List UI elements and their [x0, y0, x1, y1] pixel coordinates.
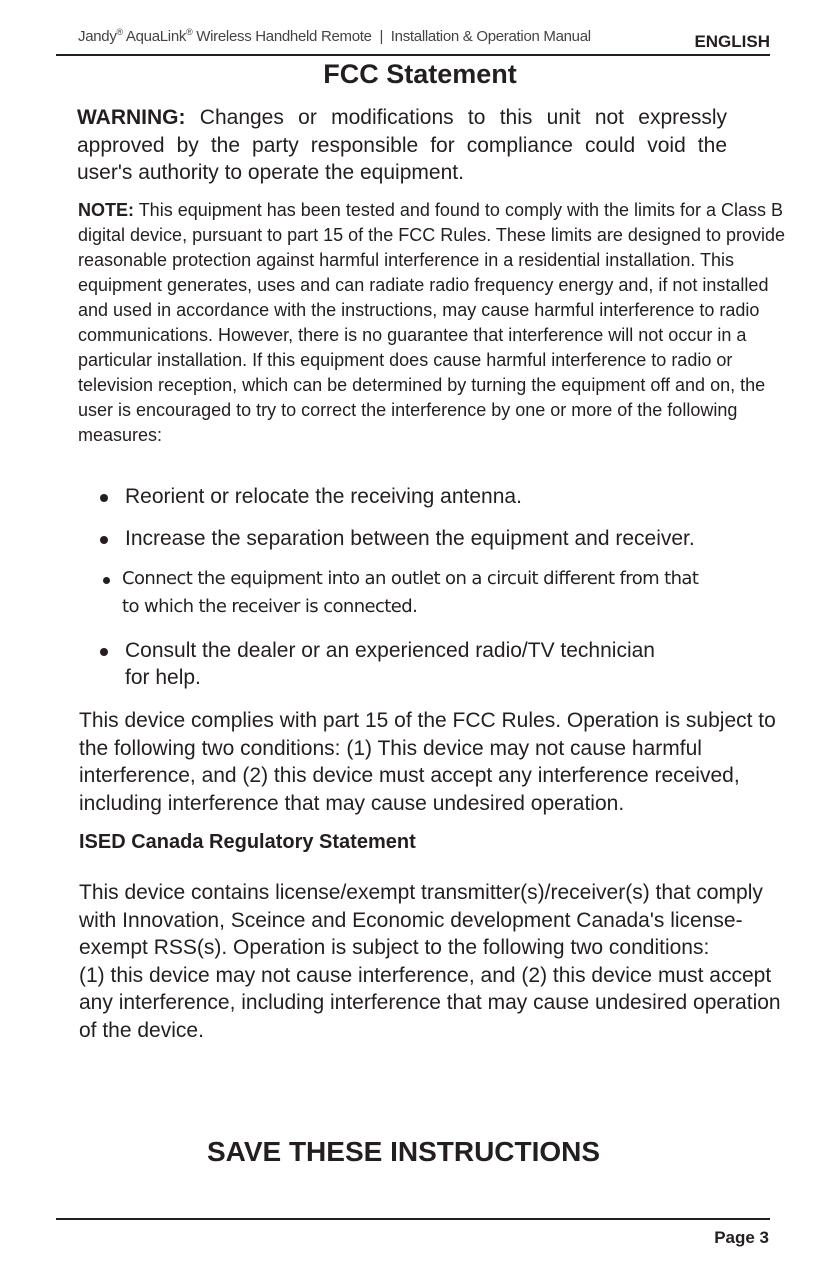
bullet-dot — [100, 494, 108, 502]
product-name: AquaLink — [125, 28, 187, 45]
product-description: Wireless Handheld Remote — [196, 28, 372, 45]
list-item-text: Reorient or relocate the receiving antenna. — [125, 485, 522, 508]
note-paragraph — [78, 198, 798, 448]
list-item-text: Consult the dealer or an experienced radio/TV technician — [125, 639, 655, 662]
ised-text: This device contains license/exempt transmitter(s)/receiver(s) that comply with Innovation, Sceince and Economic development Canada's license-exempt RSS(s). Operation is subject to the following two conditions: — [79, 881, 763, 959]
note-text: This equipment has been tested and found to comply with the limits for a Class B digital device, pursuant to part 15 of the FCC Rules. These limits are designed to provide reasonable protection against harmful interference in a residential installation. This equipment generates, uses and can radiate radio frequency energy and, if not installed and used in accordance with the instructions, may cause harmful interference to radio communications. However, there is no guarantee that interference will not occur in a particular installation. If this equipment does cause harmful interference to radio or television reception, which can be determined by turning the equipment off and on, the user is encouraged to try to correct the interference by one or more of the following measures: — [78, 200, 786, 445]
manual-title — [78, 27, 591, 45]
list-item-text: Increase the separation between the equipment and receiver. — [125, 527, 695, 550]
list-item-text-continued: to which the receiver is connected. — [122, 596, 418, 617]
page-number: Page 3 — [714, 1228, 769, 1247]
ised-heading: ISED Canada Regulatory Statement — [79, 831, 416, 853]
list-item-text: Connect the equipment into an outlet on a circuit different from that — [122, 568, 699, 589]
ised-paragraph — [79, 879, 799, 1044]
note-label: NOTE: — [78, 200, 134, 220]
warning-label: WARNING: — [77, 106, 186, 129]
language-label: ENGLISH — [694, 32, 770, 51]
bullet-dot — [100, 536, 108, 544]
page-title: FCC Statement — [323, 59, 517, 89]
bullet-dot — [100, 648, 108, 656]
manual-type: Installation & Operation Manual — [390, 28, 591, 45]
compliance-paragraph: This device complies with part 15 of the FCC Rules. Operation is subject to the following two conditions: (1) This device may not cause harmful interference, and (2) this device must accept any interference received, including interference that may cause undesired operation. — [79, 709, 776, 815]
brand-name: Jandy — [78, 28, 117, 45]
ised-conditions: (1) this device may not cause interference, and (2) this device must accept any interference, including interference that may cause undesired operation of the device. — [79, 963, 781, 1042]
header-separator: | — [379, 28, 384, 45]
warning-paragraph — [77, 104, 727, 187]
registered-mark: ® — [116, 27, 123, 37]
list-item-text-continued: for help. — [125, 666, 201, 689]
running-header — [78, 27, 770, 55]
save-instructions-heading: SAVE THESE INSTRUCTIONS — [207, 1136, 601, 1167]
bullet-dot — [103, 577, 110, 584]
warning-text: Changes or modifications to this unit not expressly approved by the party responsible for compliance could void the user's authority to operate the equipment. — [77, 106, 727, 184]
footer-divider — [56, 1218, 770, 1220]
header-divider — [56, 54, 770, 56]
registered-mark: ® — [186, 27, 193, 37]
